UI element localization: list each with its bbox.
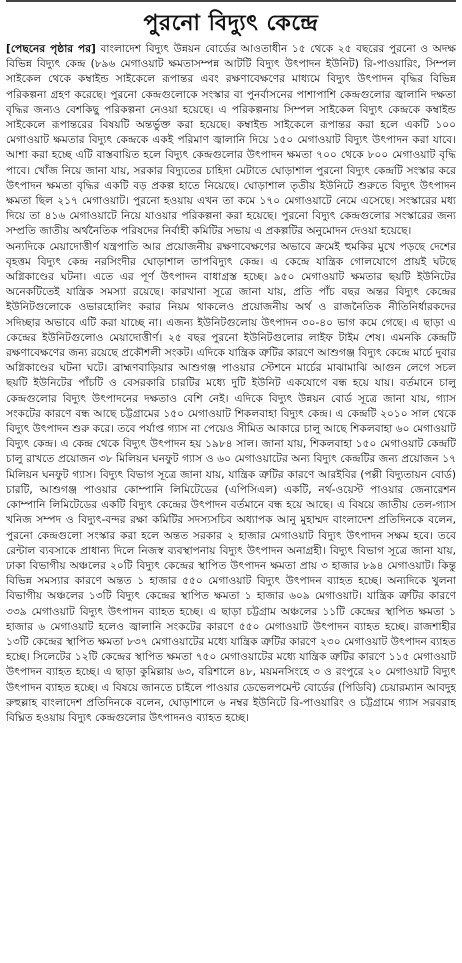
top-divider bbox=[6, 0, 456, 2]
article-body bbox=[6, 42, 456, 960]
article-paragraph-2: অন্যদিকে মেয়াদোত্তীর্ণ যন্ত্রপাতি আর প্রয়োজনীয় রক্ষণাবেক্ষণের অভাবে ক্রমেই হুমকির মুখে পড়ছে দেশের বৃহত্তম বিদ্যুৎ কেন্দ্র নরসিংদীর ঘোড়াশাল তাপবিদ্যুৎ কেন্দ্র। এ কেন্দ্রে যান্ত্রিক গোলযোগে প্রায়ই ঘটছে অগ্নিকাণ্ডের ঘটনা। এতে এর পূর্ণ উৎপাদন বাধাগ্রস্ত হচ্ছে। ৯৫০ মেগাওয়াট ক্ষমতার ছয়টি ইউনিটের অনেকটিতেই যান্ত্রিক সমস্যা রয়েছে। কারখানা সূত্রে জানা যায়, প্রতি পাঁচ বছর অন্তর বিদ্যুৎ কেন্দ্রের ইউনিটগুলোকে ওভারহোলিং করার নিয়ম থাকলেও প্রয়োজনীয় অর্থ ও রাজনৈতিক নীতিনির্ধারকদের সদিচ্ছার অভাবে এটি করা যাচ্ছে না। এজন্য ইউনিটগুলোয় উৎপাদন ৩০-৪০ ভাগ কমে গেছে। এ ছাড়া এ কেন্দ্রের ইউনিটগুলোও মেয়াদোত্তীর্ণ। ২৫ বছর পুরনো ইউনিটগুলোর লাইফ টাইম শেষ। এমনকি কেন্দ্রটি রক্ষণাবেক্ষণের জন্য রয়েছে প্রকৌশলী সংকট। এদিকে যান্ত্রিক ত্রুটির কারণে আশুগঞ্জ বিদ্যুৎ কেন্দ্রে মার্চে দুবার অগ্নিকাণ্ডের ঘটনা ঘটে। ব্রাহ্মণবাড়িয়ার আশুগঞ্জ পাওয়ার স্টেশনে মার্চের মাঝামাঝি আগুন লেগে সচল ছয়টি ইউনিটের পাঁচটি ও বেসরকারি চারটির মধ্যে দুটি ইউনিট একযোগে বন্ধ হয়ে যায়। বর্তমানে চালু কেন্দ্রগুলোর বিদ্যুৎ উৎপাদনের দক্ষতাও বেশি নেই। এদিকে বিদ্যুৎ উন্নয়ন বোর্ড সূত্রে জানা যায়, গ্যাস সংকটের কারণে বন্ধ আছে চট্টগ্রামের ১৫০ মেগাওয়াট শিকলবাহা বিদ্যুৎ কেন্দ্র। এ কেন্দ্রটি ২০১০ সাল থেকে বিদ্যুৎ উৎপাদন শুরু করে। তবে পর্যাপ্ত গ্যাস না পেয়েও সীমিত আকারে চালু আছে শিকলবাহা ৬০ মেগাওয়াট বিদ্যুৎ কেন্দ্র। এ কেন্দ্র থেকে বিদ্যুৎ উৎপাদন হয় ১৯৮৪ সাল। জানা যায়, শিকলবাহা ১৫০ মেগাওয়াট কেন্দ্রটি চালু রাখতে প্রয়োজন ৩৮ মিলিয়ন ঘনফুট গ্যাস ও ৬০ মেগাওয়াটের অন্য বিদ্যুৎ কেন্দ্রটির জন্য প্রয়োজন ১৭ মিলিয়ন ঘনফুট গ্যাস। বিদ্যুৎ বিভাগ সূত্রে জানা যায়, যান্ত্রিক ত্রুটির কারণে আরইবির (পল্লী বিদ্যুতায়ন বোর্ড) চারটি, আশুগঞ্জ পাওয়ার কোম্পানি লিমিটেডের (এপিসিএল) একটি, নর্থ-ওয়েস্ট পাওয়ার জেনারেশন কোম্পানি লিমিটেডের একটি বিদ্যুৎ কেন্দ্রের উৎপাদন বর্তমানে বন্ধ হয়ে আছে। এ বিষয়ে জাতীয় তেল-গ্যাস খনিজ সম্পদ ও বিদ্যুৎ-বন্দর রক্ষা কমিটির সদস্যসচিব অধ্যাপক আনু মুহাম্মদ বাংলাদেশ প্রতিদিনকে বলেন, পুরনো কেন্দ্রগুলো সংস্কার করা হলে অন্তত সরকার ২ হাজার মেগাওয়াট বিদ্যুৎ উৎপাদন সক্ষম হবে। তবে রেন্টাল ব্যবসাকে প্রাধান্য দিলে নিজস্ব ব্যবস্থাপনায় বিদ্যুৎ উৎপাদন অনাগ্রহী। বিদ্যুৎ বিভাগ সূত্রে জানা যায়, ঢাকা বিভাগীয় অঞ্চলের ২০টি বিদ্যুৎ কেন্দ্রের স্থাপিত উৎপাদন ক্ষমতা প্রায় ৩ হাজার ৮৯৪ মেগাওয়াট। কিন্তু বিভিন্ন সমস্যার কারণে অন্তত ১ হাজার ৫৫০ মেগাওয়াট বিদ্যুৎ উৎপাদন ব্যাহত হচ্ছে। অন্যদিকে খুলনা বিভাগীয় অঞ্চলের ১৩টি বিদ্যুৎ কেন্দ্রের স্থাপিত ক্ষমতা ১ হাজার ৬০৯ মেগাওয়াট। যান্ত্রিক ত্রুটির কারণে ৩৩৯ মেগাওয়াট বিদ্যুৎ উৎপাদন ব্যাহত হচ্ছে। এ ছাড়া চট্টগ্রাম অঞ্চলের ১১টি কেন্দ্রের স্থাপিত ক্ষমতা ১ হাজার ৬ মেগাওয়াট হলেও জ্বালানি সংকটের কারণে ৫৫০ মেগাওয়াট উৎপাদন ব্যাহত হচ্ছে। রাজশাহীর ১৩টি কেন্দ্রের স্থাপিত ক্ষমতা ৮৩৭ মেগাওয়াটের মধ্যে যান্ত্রিক ত্রুটির কারণে ২৩০ মেগাওয়াট উৎপাদন ব্যাহত হচ্ছে। সিলেটের ১২টি কেন্দ্রের স্থাপিত ক্ষমতা ৭৫০ মেগাওয়াটের মধ্যে যান্ত্রিক ত্রুটির কারণে ১১৫ মেগাওয়াট উৎপাদন ব্যাহত হচ্ছে। এ ছাড়া কুমিল্লায় ৬৩, বরিশালে ৪৮, ময়মনসিংহে ৩ ও রংপুরে ২০ মেগাওয়াট বিদ্যুৎ উৎপাদন ব্যাহত হচ্ছে। এ বিষয়ে জানতে চাইলে পাওয়ার ডেভেলপমেন্ট বোর্ডের (পিডিবি) চেয়ারম্যান আবদুহ রুহুল্লাহ বাংলাদেশ প্রতিদিনকে বলেন, ঘোড়াশালে ৬ নম্বর ইউনিটে রি-পাওয়ারিং ও চট্টগ্রামে গ্যাস সরবরাহ বিঘ্নিত হওয়ায় বিদ্যুৎ কেন্দ্রগুলোর উৎপাদনও ব্যাহত হচ্ছে। bbox=[6, 240, 456, 724]
article-headline: পুরনো বিদ্যুৎ কেন্দ্রে bbox=[143, 10, 319, 36]
article-paragraph-1 bbox=[6, 42, 456, 240]
paragraph-1-text: বাংলাদেশ বিদ্যুৎ উন্নয়ন বোর্ডের আওতাধীন ১৫ থেকে ২৫ বছরের পুরনো ও অদক্ষ বিভিন্ন বিদ্যুৎ কেন্দ্র (৮৯৬ মেগাওয়াট ক্ষমতাসম্পন্ন আটটি বিদ্যুৎ উৎপাদন ইউনিট) রি-পাওয়ারিং, সিম্পল সাইকেল থেকে কম্বাইন্ড সাইকেলে রূপান্তর এবং রক্ষণাবেক্ষণের মাধ্যমে বিদ্যুৎ উৎপাদন বৃদ্ধির বিভিন্ন পরিকল্পনা গ্রহণ করেছে। পুরনো কেন্দ্রগুলোকে সংস্কার বা পুনর্বাসনের পাশাপাশি কেন্দ্রগুলোর জ্বালানি দক্ষতা বৃদ্ধির জন্যও বেশকিছু পরিকল্পনা নেওয়া হয়েছে। এ পরিকল্পনায় সিম্পল সাইকেল বিদ্যুৎ কেন্দ্রকে কম্বাইন্ড সাইকেলে রূপান্তরের বিষয়টি অন্তর্ভুক্ত করা হয়েছে। কম্বাইন্ড সাইকেলে রূপান্তর করা হলে একটি ১০০ মেগাওয়াট ক্ষমতার বিদ্যুৎ কেন্দ্রকে একই পরিমাণ জ্বালানি দিয়ে ১৫০ মেগাওয়াট বিদ্যুৎ উৎপাদন করা যাবে। আশা করা হচ্ছে এটি বাস্তবায়িত হলে বিদ্যুৎ কেন্দ্রগুলোর উৎপাদন ক্ষমতা ৭০০ থেকে ৮০০ মেগাওয়াট বৃদ্ধি পাবে। খোঁজ নিয়ে জানা যায়, সরকার বিদ্যুতের চাহিদা মেটাতে ঘোড়াশাল পুরনো বিদ্যুৎ কেন্দ্রটি সংস্কার করে উৎপাদন ক্ষমতা বৃদ্ধির একটি বড় প্রকল্প হাতে নিয়েছে। ঘোড়াশাল তৃতীয় ইউনিটে শুরুতে বিদ্যুৎ উৎপাদন ক্ষমতা ছিল ২১৭ মেগাওয়াট। পুরনো হওয়ায় এখন তা কমে ১৭০ মেগাওয়াটে নেমে এসেছে। সংস্কারের মধ্য দিয়ে তা ৪১৬ মেগাওয়াটে নিয়ে যাওয়ার পরিকল্পনা করা হয়েছে। পুরনো বিদ্যুৎ কেন্দ্রগুলোর সংস্কারের জন্য সম্প্রতি জাতীয় অর্থনৈতিক পরিষদের নির্বাহী কমিটির সভায় এ প্রকল্পটির অনুমোদন দেওয়া হয়েছে। bbox=[6, 43, 456, 238]
continuation-label: [পেছনের পৃষ্ঠার পর] bbox=[6, 43, 96, 55]
